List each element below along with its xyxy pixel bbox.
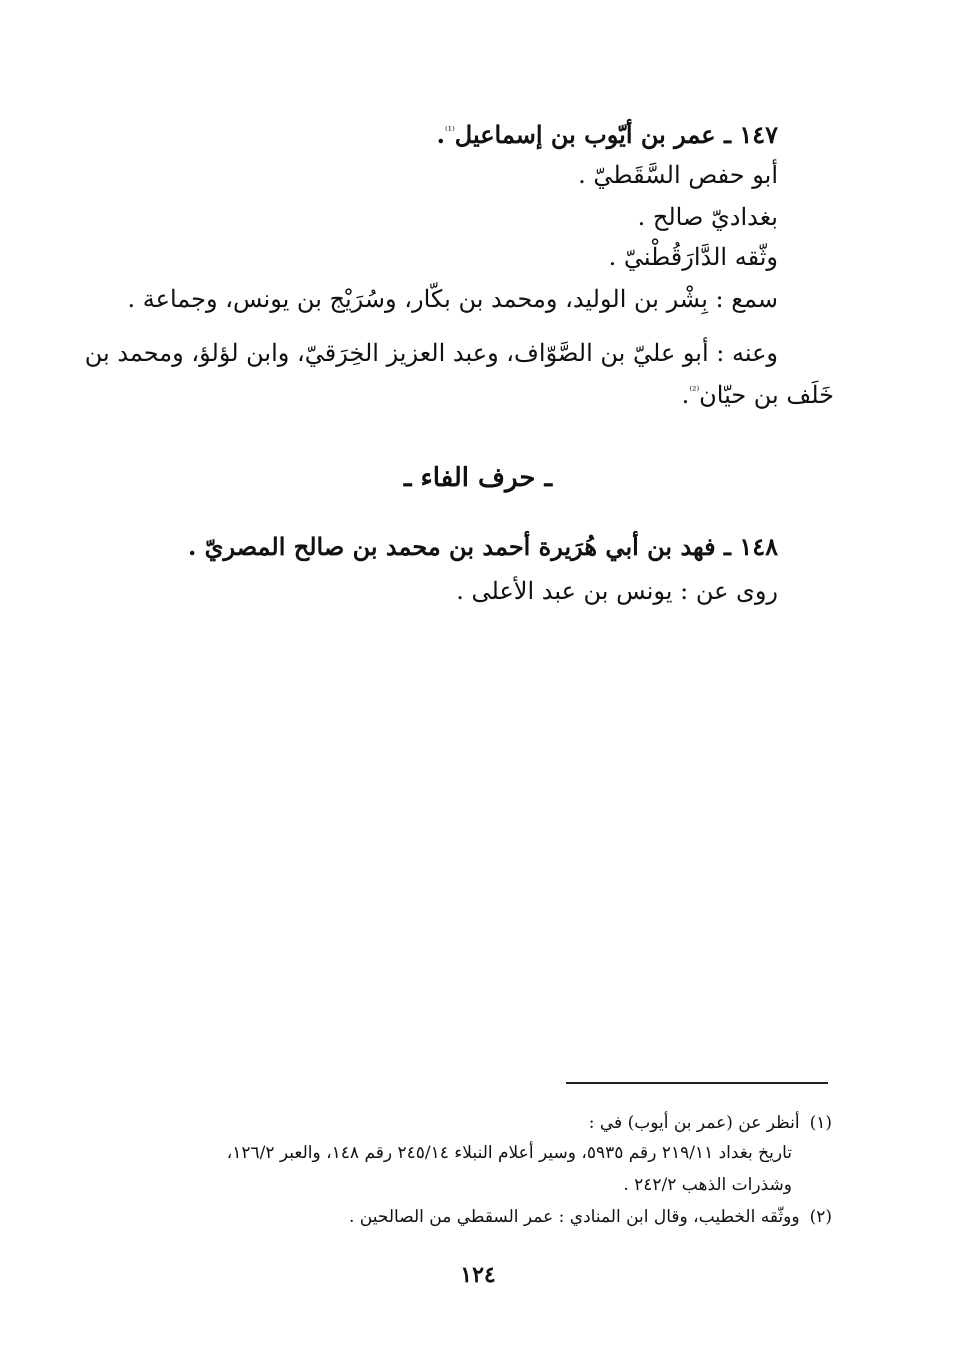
footnote-2-number: (٢) [809, 1207, 832, 1227]
entry-147-students: وعنه : أبو عليّ بن الصَّوّاف، وعبد العزيز الخِرَقيّ، وابن لؤلؤ، ومحمد بن [84, 339, 778, 367]
footnote-divider [566, 1082, 828, 1084]
entry-147-title: ١٤٧ ـ عمر بن أيّوب بن إسماعيل [454, 120, 778, 149]
footnote-1-line-3: وشذرات الذهب ٢٤٢/٢ . [623, 1175, 792, 1195]
entry-147-description: بغداديّ صالح . [637, 203, 778, 231]
entry-147-students-continued [682, 374, 834, 412]
section-heading: ـ حرف الفاء ـ [403, 463, 553, 493]
entry-147-heading-end: . [436, 120, 445, 149]
entry-148-heading: ١٤٨ ـ فهد بن أبي هُرَيرة أحمد بن محمد بن صالح المصريّ . [187, 532, 778, 561]
entry-147-teachers: سمع : بِشْر بن الوليد، ومحمد بن بكّار، وسُرَيْج بن يونس، وجماعة . [127, 285, 778, 313]
footnote-2-text: ووثّقه الخطيب، وقال ابن المنادي : عمر السقطي من الصالحين . [349, 1207, 800, 1227]
entry-147-kunya: أبو حفص السَّقَطيّ . [578, 161, 778, 189]
footnote-1-line-2: تاريخ بغداد ٢١٩/١١ رقم ٥٩٣٥، وسير أعلام النبلاء ٢٤٥/١٤ رقم ١٤٨، والعبر ١٢٦/٢، [226, 1143, 792, 1163]
entry-147-heading [437, 114, 778, 152]
entry-148-narration: روى عن : يونس بن عبد الأعلى . [456, 577, 778, 605]
entry-147-authentication: وثّقه الدَّارَقُطْنيّ . [608, 243, 778, 271]
footnote-ref-1: ⁽¹⁾ [444, 124, 455, 137]
footnote-1-line-1 [589, 1110, 832, 1136]
footnote-ref-2: ⁽²⁾ [689, 384, 700, 397]
footnote-1-number: (١) [809, 1113, 832, 1133]
entry-147-last-line: خَلَف بن حيّان [699, 381, 834, 409]
page-number: ١٢٤ [460, 1262, 496, 1288]
footnote-1-text: أنظر عن (عمر بن أيوب) في : [588, 1113, 800, 1133]
footnote-2-line-1 [349, 1204, 832, 1230]
entry-147-last-end: . [681, 381, 690, 409]
